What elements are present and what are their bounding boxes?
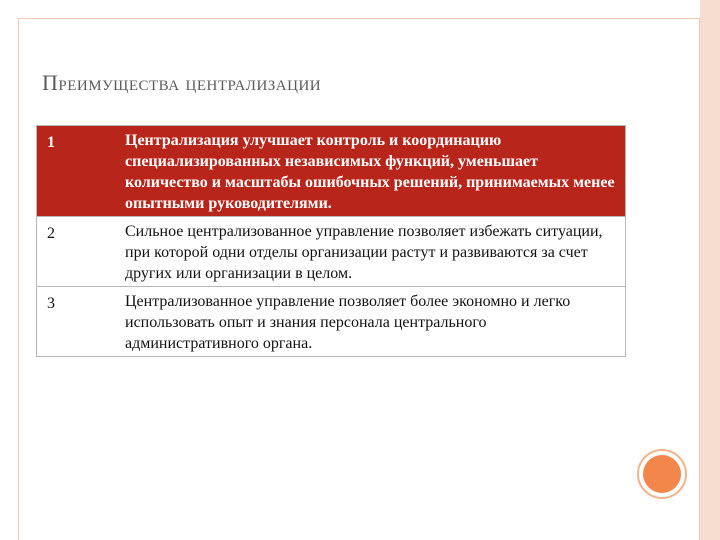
row-text: Централизованное управление позволяет более экономно и легко использовать опыт и знания персонала центрального административного органа. bbox=[125, 287, 626, 357]
advantages-table bbox=[36, 125, 626, 357]
slide-side-bar bbox=[700, 0, 720, 540]
slide-title: Преимущества централизации bbox=[42, 70, 322, 95]
row-number: 1 bbox=[37, 126, 126, 217]
table-row bbox=[37, 126, 626, 217]
table-row bbox=[37, 287, 626, 357]
row-text: Централизация улучшает контроль и координацию специализированных независимых функций, уменьшает количество и масштабы ошибочных решений, принимаемых менее опытными руководителями. bbox=[125, 126, 626, 217]
decorative-circle-dot bbox=[643, 455, 681, 493]
row-number: 2 bbox=[37, 217, 126, 287]
row-text: Сильное централизованное управление позволяет избежать ситуации, при которой одни отделы организации растут и развиваются за счет других или организации в целом. bbox=[125, 217, 626, 287]
table-row bbox=[37, 217, 626, 287]
row-number: 3 bbox=[37, 287, 126, 357]
